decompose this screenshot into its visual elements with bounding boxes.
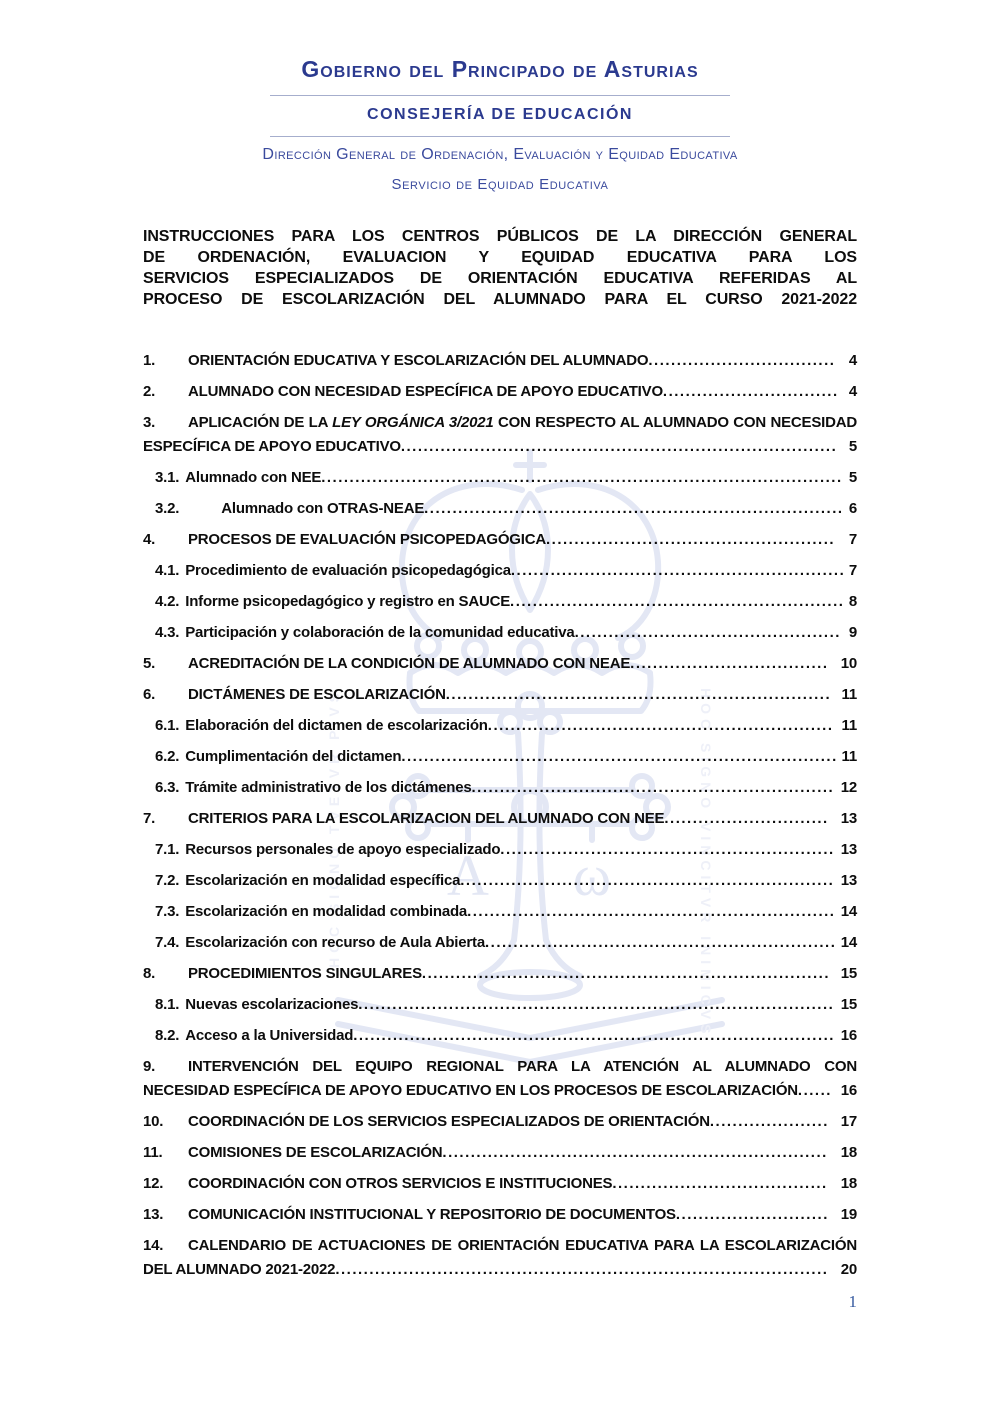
toc-entry-number: 4.: [143, 531, 156, 548]
toc-leader-dots: ................................................................: [471, 779, 835, 796]
directorate-name: Dirección General de Ordenación, Evaluación y Equidad Educativa: [262, 146, 738, 163]
toc-leader-dots: ...........................: [675, 1206, 829, 1223]
watermark-alpha-letter: Α: [447, 843, 489, 908]
toc-leader-dots: ........................................................................: [421, 965, 830, 982]
toc-page-number: 7: [848, 531, 857, 548]
toc-leader-dots: .............................................................................: [400, 438, 838, 455]
toc-leader-dots: .............................................................................: [401, 748, 838, 765]
toc-page-number: 20: [840, 1261, 857, 1278]
toc-leader-dots: ......: [797, 1082, 832, 1099]
table-of-contents: [143, 349, 857, 1289]
toc-page-number: 5: [848, 438, 857, 455]
toc-entry[interactable]: [143, 466, 857, 490]
toc-page-number: 18: [840, 1144, 857, 1161]
toc-entry[interactable]: [143, 652, 857, 676]
toc-entry[interactable]: [143, 683, 857, 707]
toc-entry-number: 7.2.: [155, 872, 180, 889]
toc-entry[interactable]: [143, 1172, 857, 1196]
toc-entry-title: Escolarización en modalidad específica: [185, 872, 461, 889]
toc-entry-number: 3.1.: [155, 469, 180, 486]
toc-entry-number: 7.3.: [155, 903, 180, 920]
toc-entry-title: COMUNICACIÓN INSTITUCIONAL Y REPOSITORIO DE DOCUMENTOS: [188, 1206, 676, 1223]
toc-page-number: 9: [848, 624, 857, 641]
toc-leader-dots: ...........................................................: [510, 593, 845, 610]
toc-entry[interactable]: [143, 1203, 857, 1227]
toc-entry[interactable]: [143, 1234, 857, 1282]
toc-leader-dots: .............................................................: [487, 717, 834, 734]
toc-entry[interactable]: [143, 380, 857, 404]
toc-page-number: 15: [840, 996, 857, 1013]
toc-entry-number: 3.: [143, 414, 156, 431]
toc-leader-dots: ...................................: [630, 655, 829, 672]
toc-entry-title: CALENDARIO DE ACTUACIONES DE ORIENTACIÓN EDUCATIVA PARA LA ESCOLARIZACIÓN DEL ALUMNADO 2021-2022: [143, 1237, 857, 1278]
toc-page-number: 16: [840, 1027, 857, 1044]
watermark-left-inscription: HOC SIGNO TVETVR PIVS: [326, 688, 342, 969]
toc-leader-dots: ...................................................: [546, 531, 836, 548]
toc-entry-number: 4.3.: [155, 624, 180, 641]
toc-entry[interactable]: [143, 349, 857, 373]
toc-entry[interactable]: [143, 528, 857, 552]
toc-leader-dots: ............................................................................................: [321, 469, 843, 486]
toc-entry-title: Cumplimentación del dictamen: [185, 748, 402, 765]
toc-page-number: 17: [840, 1113, 857, 1130]
toc-page-number: 10: [840, 655, 857, 672]
toc-leader-dots: ...............................: [662, 383, 839, 400]
watermark-omega-letter: ω: [572, 843, 612, 908]
toc-entry-number: 13.: [143, 1206, 164, 1223]
toc-entry[interactable]: [143, 497, 857, 521]
toc-page-number: 13: [840, 872, 857, 889]
toc-entry[interactable]: [143, 807, 857, 831]
toc-entry-title: COORDINACIÓN CON OTROS SERVICIOS E INSTITUCIONES: [188, 1175, 613, 1192]
toc-page-number: 7: [848, 562, 857, 579]
toc-page-number: 14: [840, 903, 857, 920]
toc-page-number: 11: [841, 686, 857, 703]
toc-page-number: 12: [840, 779, 857, 796]
toc-page-number: 11: [841, 717, 857, 734]
toc-leader-dots: .....................: [709, 1113, 829, 1130]
header-rule-top: [270, 95, 730, 96]
toc-entry-number: 6.2.: [155, 748, 180, 765]
toc-entry-number: 6.: [143, 686, 156, 703]
toc-page-number: 16: [840, 1082, 857, 1099]
toc-leader-dots: ...........................................................: [510, 562, 846, 579]
toc-entry-title: PROCEDIMIENTOS SINGULARES: [188, 965, 422, 982]
government-name: Gobierno del Principado de Asturias: [301, 56, 699, 82]
toc-leader-dots: .......................................................................................: [335, 1261, 829, 1278]
toc-page-number: 11: [841, 748, 857, 765]
watermark-right-inscription: HOC SIGNO VINCITVR INIMICVS: [698, 688, 714, 1039]
toc-entry[interactable]: [143, 559, 857, 583]
toc-entry[interactable]: [143, 745, 857, 769]
toc-entry-title: COORDINACIÓN DE LOS SERVICIOS ESPECIALIZADOS DE ORIENTACIÓN: [188, 1113, 710, 1130]
toc-entry-title: DICTÁMENES DE ESCOLARIZACIÓN: [188, 686, 446, 703]
toc-page-number: 4: [848, 352, 857, 369]
toc-entry-title: Recursos personales de apoyo especializado: [185, 841, 501, 858]
toc-page-number: 13: [840, 810, 857, 827]
toc-entry-number: 1.: [143, 352, 156, 369]
toc-entry-title: Informe psicopedagógico y registro en SAUCE: [185, 593, 511, 610]
toc-entry-title: Nuevas escolarizaciones: [185, 996, 359, 1013]
toc-entry-title: Participación y colaboración de la comunidad educativa: [185, 624, 575, 641]
toc-entry[interactable]: [143, 1110, 857, 1134]
header-rule-bottom: [270, 136, 730, 137]
toc-page-number: 14: [840, 934, 857, 951]
toc-entry[interactable]: [143, 714, 857, 738]
toc-entry-title: Alumnado con OTRAS-NEAE: [221, 500, 425, 517]
toc-entry-title: Acceso a la Universidad: [185, 1027, 354, 1044]
toc-entry-number: 11.: [143, 1144, 163, 1161]
document-title-line: SERVICIOS ESPECIALIZADOS DE ORIENTACIÓN EDUCATIVA REFERIDAS AL: [143, 270, 857, 287]
toc-entry-title: APLICACIÓN DE LA LEY ORGÁNICA 3/2021 CON RESPECTO AL ALUMNADO CON NECESIDAD ESPECÍFICA DE APOYO EDUCATIVO: [143, 414, 857, 455]
toc-entry-title: Trámite administrativo de los dictámenes: [185, 779, 472, 796]
toc-entry-title: CRITERIOS PARA LA ESCOLARIZACION DEL ALUMNADO CON NEE: [188, 810, 665, 827]
toc-entry-title: Elaboración del dictamen de escolarización: [185, 717, 488, 734]
toc-entry[interactable]: [143, 411, 857, 459]
toc-entry-title: Procedimiento de evaluación psicopedagógica: [185, 562, 511, 579]
toc-page-number: 13: [840, 841, 857, 858]
toc-entry-number: 4.2.: [155, 593, 180, 610]
toc-entry-title: Alumnado con NEE: [185, 469, 322, 486]
toc-entry-number: 7.: [143, 810, 156, 827]
toc-leader-dots: ..........................................................................: [424, 500, 844, 517]
toc-entry-title: Escolarización en modalidad combinada: [185, 903, 468, 920]
toc-entry-title: INTERVENCIÓN DEL EQUIPO REGIONAL PARA LA ATENCIÓN AL ALUMNADO CON NECESIDAD ESPECÍFICA DE APOYO EDUCATIVO EN LOS PROCESOS DE ESCOLARIZACIÓN: [143, 1058, 857, 1099]
toc-entry-number: 5.: [143, 655, 156, 672]
toc-entry-number: 14.: [143, 1237, 164, 1254]
toc-leader-dots: ......................................: [612, 1175, 828, 1192]
toc-entry-title: ORIENTACIÓN EDUCATIVA Y ESCOLARIZACIÓN DEL ALUMNADO: [188, 352, 649, 369]
toc-entry[interactable]: [143, 900, 857, 924]
toc-leader-dots: ..................................................................: [460, 872, 835, 889]
toc-entry[interactable]: [143, 1141, 857, 1165]
toc-entry-title: PROCESOS DE EVALUACIÓN PSICOPEDAGÓGICA: [188, 531, 547, 548]
toc-entry[interactable]: [143, 1024, 857, 1048]
toc-page-number: 6: [848, 500, 857, 517]
toc-leader-dots: ...............................................: [574, 624, 841, 641]
department-name: CONSEJERÍA DE EDUCACIÓN: [367, 106, 633, 123]
toc-entry-number: 12.: [143, 1175, 164, 1192]
toc-entry-number: 2.: [143, 383, 156, 400]
toc-page-number: 19: [840, 1206, 857, 1223]
toc-entry[interactable]: [143, 993, 857, 1017]
toc-entry[interactable]: [143, 838, 857, 862]
toc-entry[interactable]: [143, 621, 857, 645]
toc-entry-title: COMISIONES DE ESCOLARIZACIÓN: [188, 1144, 443, 1161]
toc-entry-number: 6.1.: [155, 717, 180, 734]
toc-entry-number: 8.: [143, 965, 156, 982]
toc-entry-number: 9.: [143, 1058, 156, 1075]
toc-entry-number: 7.4.: [155, 934, 180, 951]
toc-leader-dots: ...........................................................: [500, 841, 835, 858]
toc-page-number: 18: [840, 1175, 857, 1192]
toc-entry-title: ALUMNADO CON NECESIDAD ESPECÍFICA DE APOYO EDUCATIVO: [188, 383, 663, 400]
toc-entry[interactable]: [143, 931, 857, 955]
toc-entry-number: 8.1.: [155, 996, 180, 1013]
toc-leader-dots: ....................................................................: [445, 686, 832, 703]
toc-leader-dots: ..............................................................: [485, 934, 837, 951]
toc-entry-number: 6.3.: [155, 779, 180, 796]
toc-entry-number: 7.1.: [155, 841, 180, 858]
document-title-line: INSTRUCCIONES PARA LOS CENTROS PÚBLICOS DE LA DIRECCIÓN GENERAL: [143, 228, 857, 245]
document-title-line: PROCESO DE ESCOLARIZACIÓN DEL ALUMNADO PARA EL CURSO 2021-2022: [143, 291, 857, 308]
toc-leader-dots: ....................................................................: [442, 1144, 828, 1161]
toc-page-number: 8: [848, 593, 857, 610]
toc-page-number: 5: [848, 469, 857, 486]
service-name: Servicio de Equidad Educativa: [391, 176, 609, 193]
toc-entry[interactable]: [143, 869, 857, 893]
toc-leader-dots: .................................................................: [467, 903, 836, 920]
document-title: [143, 226, 857, 310]
toc-entry[interactable]: [143, 590, 857, 614]
toc-entry[interactable]: [143, 1055, 857, 1103]
toc-entry-number: 10.: [143, 1113, 164, 1130]
toc-entry[interactable]: [143, 776, 857, 800]
toc-entry[interactable]: [143, 962, 857, 986]
toc-leader-dots: .................................: [648, 352, 836, 369]
toc-page-number: 4: [848, 383, 857, 400]
toc-entry-number: 4.1.: [155, 562, 180, 579]
toc-leader-dots: .....................................................................................: [353, 1027, 835, 1044]
toc-leader-dots: ....................................................................................: [358, 996, 835, 1013]
document-title-line: DE ORDENACIÓN, EVALUACION Y EQUIDAD EDUCATIVA PARA LOS: [143, 249, 857, 266]
toc-page-number: 15: [840, 965, 857, 982]
toc-entry-number: 3.2.: [155, 500, 180, 517]
page-number: 1: [848, 1292, 857, 1311]
toc-entry-title: ACREDITACIÓN DE LA CONDICIÓN DE ALUMNADO CON NEAE: [188, 655, 631, 672]
letterhead: [0, 54, 1000, 194]
toc-leader-dots: .............................: [664, 810, 829, 827]
toc-entry-number: 8.2.: [155, 1027, 180, 1044]
toc-entry-title: Escolarización con recurso de Aula Abierta: [185, 934, 485, 951]
